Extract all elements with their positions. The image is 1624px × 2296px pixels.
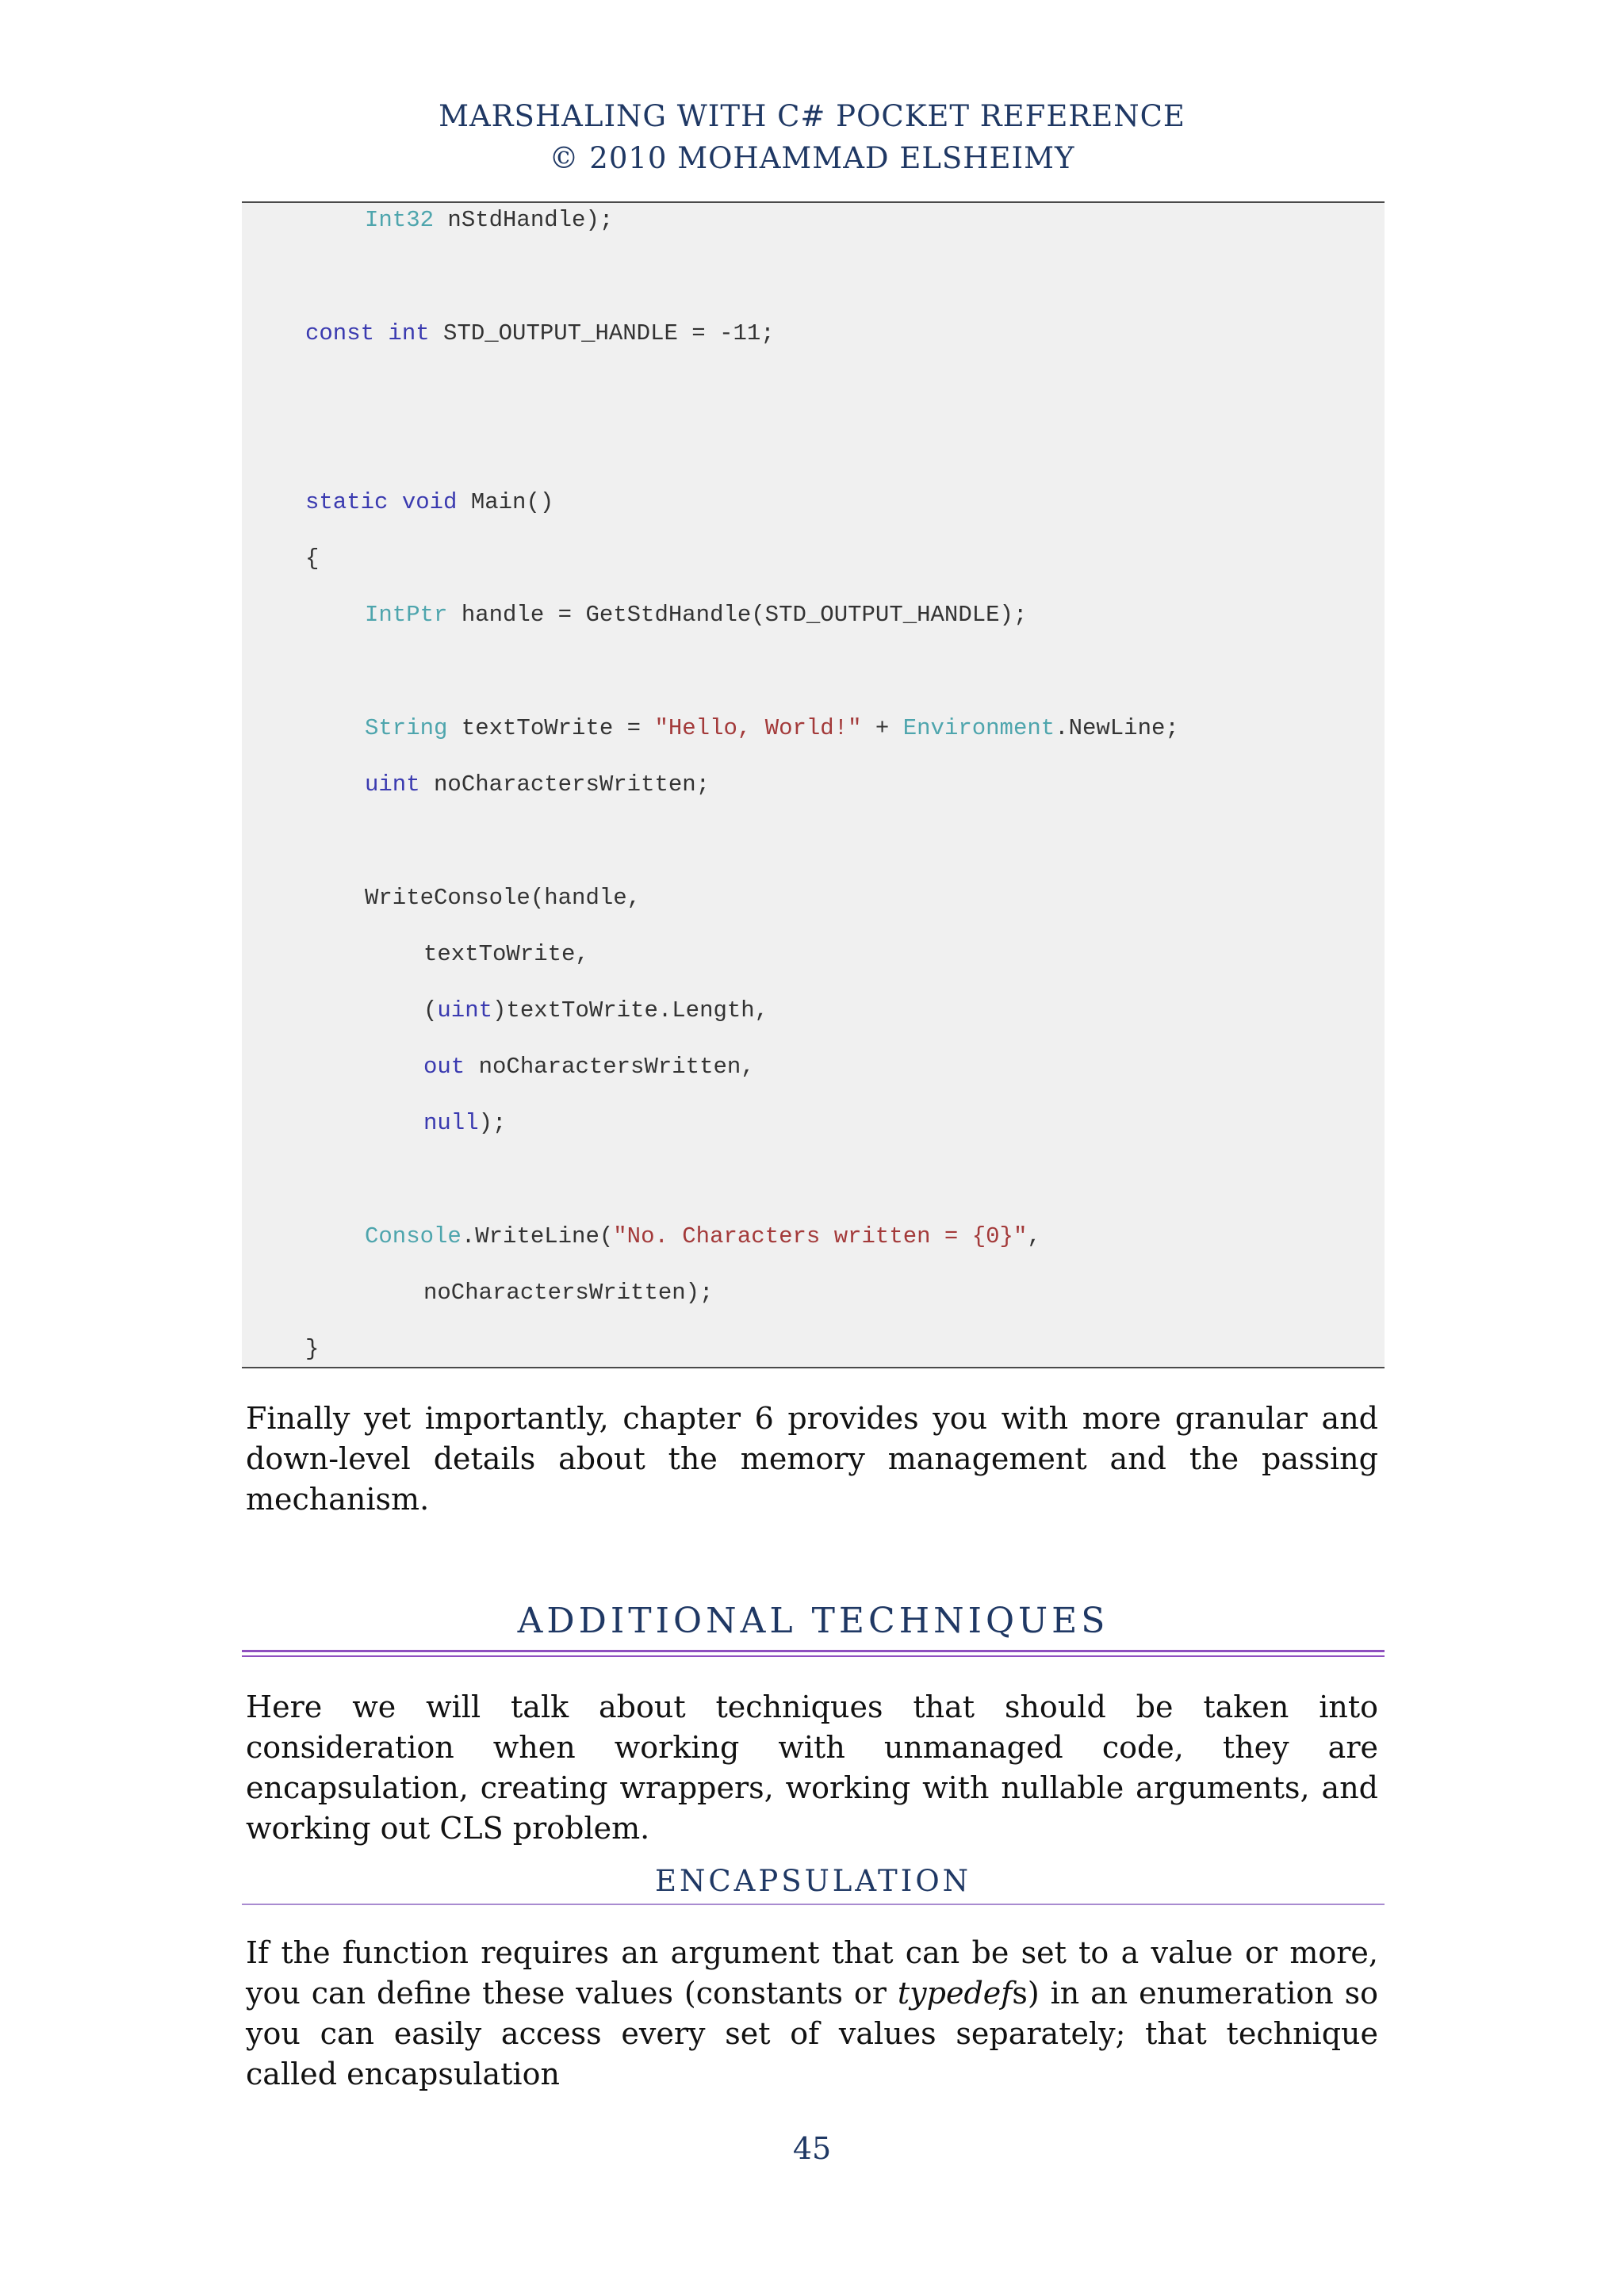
code-token: uint bbox=[365, 771, 420, 798]
subsection-heading-rule bbox=[242, 1904, 1385, 1905]
code-token: textToWrite, bbox=[423, 941, 589, 967]
code-token: ); bbox=[478, 1110, 507, 1136]
code-token: static bbox=[305, 489, 389, 515]
code-token: textToWrite = bbox=[447, 715, 655, 741]
code-token: null bbox=[423, 1110, 479, 1136]
code-token: .WriteLine( bbox=[461, 1223, 614, 1249]
code-token: { bbox=[305, 545, 320, 572]
code-token: const bbox=[305, 320, 375, 346]
code-token: void bbox=[388, 489, 458, 515]
code-token: Main() bbox=[457, 489, 554, 515]
code-token: noCharactersWritten, bbox=[465, 1054, 755, 1080]
body-text-italic: typedef bbox=[897, 1976, 1013, 2011]
code-line bbox=[365, 884, 641, 913]
code-line bbox=[365, 714, 1179, 743]
page-number: 45 bbox=[792, 2131, 832, 2166]
code-line bbox=[365, 771, 710, 799]
code-token: , bbox=[1027, 1223, 1041, 1249]
code-token: IntPtr bbox=[365, 602, 448, 628]
code-line bbox=[365, 206, 613, 235]
header-copyright: © 2010 MOHAMMAD ELSHEIMY bbox=[549, 141, 1075, 175]
code-line bbox=[365, 1223, 1041, 1251]
code-line bbox=[423, 1279, 713, 1307]
code-line bbox=[305, 320, 775, 348]
code-token: noCharactersWritten; bbox=[419, 771, 710, 798]
code-token: } bbox=[305, 1336, 320, 1362]
code-line bbox=[305, 1335, 319, 1364]
subsection-heading: ENCAPSULATION bbox=[654, 1864, 972, 1898]
section-heading: ADDITIONAL TECHNIQUES bbox=[517, 1601, 1109, 1641]
header-title: MARSHALING WITH C# POCKET REFERENCE bbox=[439, 99, 1185, 133]
body-paragraph: Finally yet importantly, chapter 6 provides you with more granular and down-level details about the memory management and the passing mechanism. bbox=[246, 1401, 1378, 1517]
body-text: s) in an enumeration so you can easily access every set of values separately; that technique called encapsulation bbox=[246, 1976, 1378, 2091]
code-token: + bbox=[861, 715, 903, 741]
section-heading-rule bbox=[242, 1650, 1385, 1657]
code-token: String bbox=[365, 715, 448, 741]
code-token: ( bbox=[423, 997, 438, 1024]
body-paragraph: Here we will talk about techniques that should be taken into consideration when working with unmanaged code, they are encapsulation, creating wrappers, working with nullable arguments, and working out CLS problem. bbox=[246, 1689, 1378, 1846]
code-token: STD_OUTPUT_HANDLE = -11; bbox=[429, 320, 775, 346]
code-line bbox=[365, 601, 1027, 629]
body-text: If the function requires an argument that can be set to a value or more, you can define these values (constants or bbox=[246, 1935, 1378, 2011]
code-token: Environment bbox=[902, 715, 1055, 741]
code-line bbox=[423, 940, 589, 969]
code-token: noCharactersWritten); bbox=[423, 1280, 714, 1306]
code-token: uint bbox=[437, 997, 493, 1024]
code-token: )textToWrite.Length, bbox=[492, 997, 769, 1024]
code-block bbox=[242, 201, 1385, 1368]
code-token: .NewLine; bbox=[1055, 715, 1179, 741]
code-token: nStdHandle); bbox=[434, 207, 614, 233]
code-token: "No. Characters written = {0}" bbox=[613, 1223, 1028, 1249]
body-paragraph bbox=[246, 1933, 1378, 2095]
code-line bbox=[305, 545, 319, 573]
code-token: out bbox=[423, 1054, 465, 1080]
code-line bbox=[423, 997, 768, 1025]
code-token: WriteConsole(handle, bbox=[365, 885, 642, 911]
code-token: Console bbox=[365, 1223, 462, 1249]
code-line bbox=[423, 1109, 506, 1138]
code-token: handle = GetStdHandle(STD_OUTPUT_HANDLE); bbox=[447, 602, 1028, 628]
code-token: Int32 bbox=[365, 207, 435, 233]
running-header bbox=[0, 95, 1624, 179]
code-line bbox=[423, 1053, 755, 1081]
code-line bbox=[305, 488, 553, 517]
code-token: "Hello, World!" bbox=[654, 715, 862, 741]
code-token: int bbox=[374, 320, 430, 346]
